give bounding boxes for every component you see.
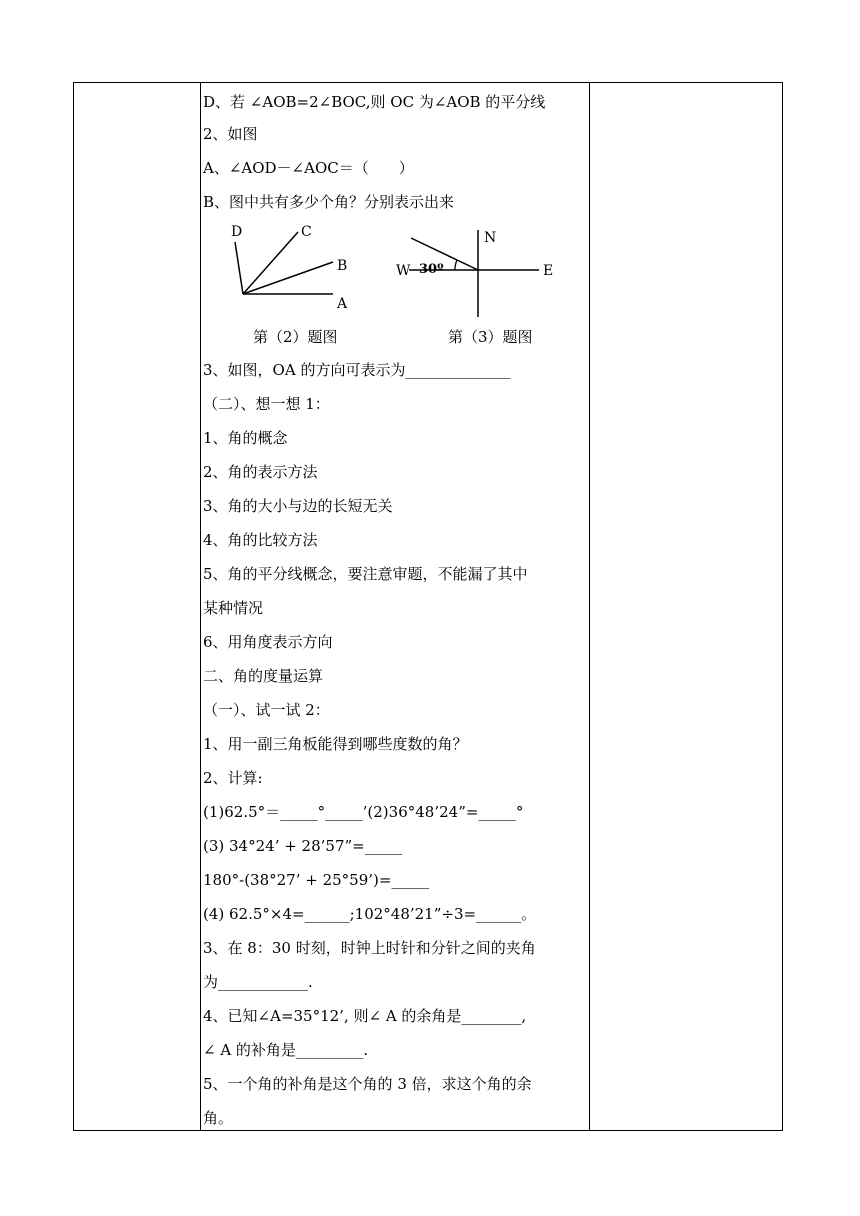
text-line: B、图中共有多少个角？分别表示出来 (203, 193, 455, 211)
section-heading: （二）、想一想 1： (203, 395, 330, 413)
label-a: A (337, 296, 348, 312)
angle-arc (455, 260, 457, 270)
text-line: A、∠AOD－∠AOC＝（ ） (203, 159, 414, 177)
column-divider-left (200, 83, 201, 1130)
text-line: 3、在 8：30 时刻，时钟上时针和分针之间的夹角 (203, 939, 536, 957)
section-heading: （一）、试一试 2： (203, 701, 330, 719)
text-line: (3) 34°24’ + 28’57”=_____ (203, 837, 403, 855)
label-e: E (543, 263, 553, 279)
text-line: 180°-(38°27’ + 25°59’)=_____ (203, 871, 429, 889)
label-n: N (484, 230, 497, 246)
label-b: B (337, 258, 348, 274)
text-line: 1、用一副三角板能得到哪些度数的角？ (203, 735, 468, 753)
text-line: 为____________. (203, 973, 313, 991)
text-line: 4、已知∠A=35°12’, 则∠ A 的余角是________, (203, 1007, 527, 1025)
text-line: 2、如图 (203, 125, 258, 143)
text-line: 角。 (203, 1109, 234, 1127)
text-line: 5、角的平分线概念，要注意审题，不能漏了其中 (203, 565, 528, 583)
column-divider-right (589, 83, 590, 1130)
text-line: 6、用角度表示方向 (203, 633, 333, 651)
text-line: ∠ A 的补角是_________. (203, 1041, 369, 1059)
text-line: 3、如图，OA 的方向可表示为______________ (203, 361, 511, 379)
label-c: C (301, 224, 312, 240)
figure-3-direction (393, 222, 553, 322)
text-line: 5、一个角的补角是这个角的 3 倍，求这个角的余 (203, 1075, 532, 1093)
text-line: 2、计算: (203, 769, 263, 787)
label-w: W (396, 263, 411, 279)
angle-label: 30º (419, 262, 444, 277)
text-line: 4、角的比较方法 (203, 531, 318, 549)
figure-2-angles (223, 222, 363, 317)
ray-od (235, 242, 243, 294)
section-heading: 二、角的度量运算 (203, 667, 324, 685)
figure-3-caption: 第（3）题图 (448, 328, 533, 346)
text-line: 某种情况 (203, 599, 264, 617)
text-line: 2、角的表示方法 (203, 463, 318, 481)
text-line: (4) 62.5°×4=______;102°48’21”÷3=______。 (203, 905, 537, 923)
text-line: D、若 ∠AOB=2∠BOC,则 OC 为∠AOB 的平分线 (203, 93, 546, 111)
text-line: (1)62.5°＝_____°_____’(2)36°48’24”=_____° (203, 803, 524, 821)
figure-2-caption: 第（2）题图 (253, 328, 338, 346)
text-line: 1、角的概念 (203, 429, 288, 447)
text-line: 3、角的大小与边的长短无关 (203, 497, 393, 515)
label-d: D (231, 224, 243, 240)
